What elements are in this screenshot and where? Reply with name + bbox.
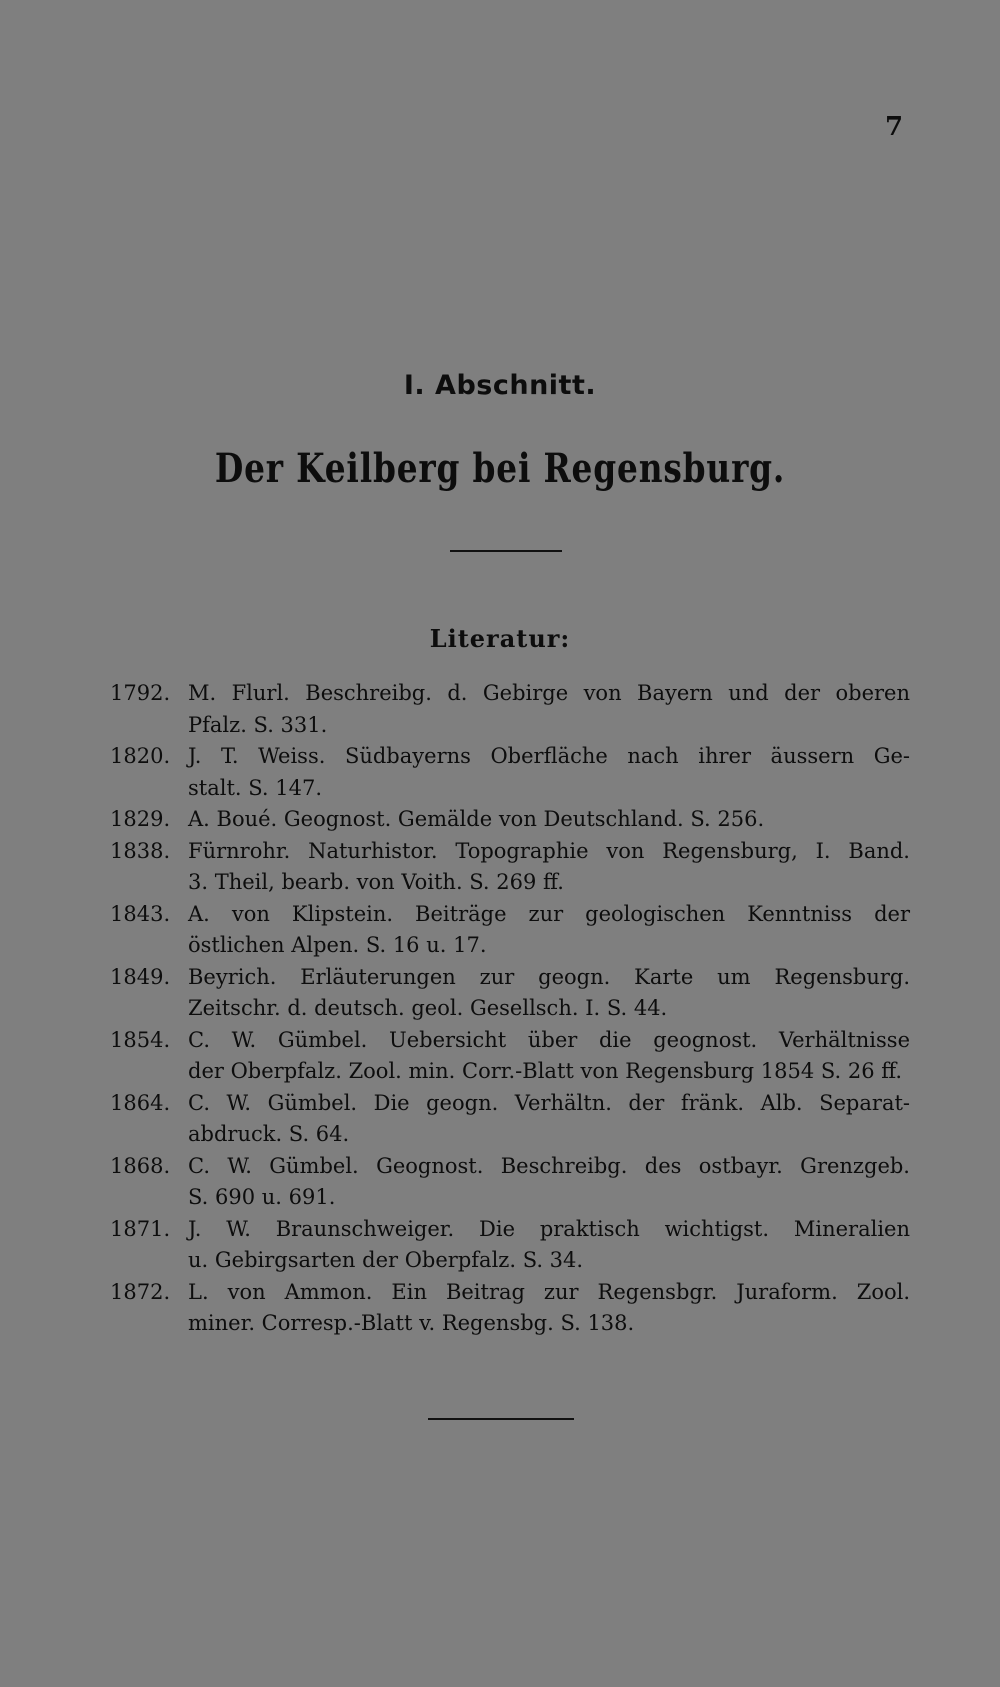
entry-text [188,836,910,899]
entry-year: 1838. [110,838,171,863]
bibliography-entry [110,804,910,836]
bibliography-entry [110,741,910,804]
entry-line: Zeitschr. d. deutsch. geol. Gesellsch. I. S. 44. [188,996,668,1020]
page-number: 7 [885,112,904,142]
bibliography-entry [110,1214,910,1277]
entry-text [188,1151,910,1214]
entry-year: 1820. [110,744,171,768]
entry-year: 1829. [110,807,171,831]
bibliography-entry [110,1277,910,1340]
entry-year: 1864. [110,1090,171,1115]
entry-line: A. von Klipstein. Beiträge zur geologischen Kenntniss der [188,901,910,926]
bibliography-list [110,678,910,1340]
entry-year: 1872. [110,1279,171,1304]
entry-line: Fürnrohr. Naturhistor. Topographie von Regensburg, I. Band. [188,838,910,863]
entry-year: 1854. [110,1027,171,1052]
bibliography-entry [110,899,910,962]
entry-text [188,678,910,741]
divider-bottom [428,1418,574,1420]
entry-line: stalt. S. 147. [188,775,322,800]
entry-line: abdruck. S. 64. [188,1122,350,1146]
entry-line: M. Flurl. Beschreibg. d. Gebirge von Bayern und der oberen [188,681,910,705]
entry-year: 1871. [110,1216,171,1241]
entry-year: 1792. [110,681,171,705]
entry-line: J. T. Weiss. Südbayerns Oberfläche nach ihrer äussern Ge- [188,744,910,768]
bibliography-entry [110,678,910,741]
entry-line: 3. Theil, bearb. von Voith. S. 269 ff. [188,870,564,894]
entry-line: der Oberpfalz. Zool. min. Corr.-Blatt von Regensburg 1854 S. 26 ff. [188,1059,903,1083]
bibliography-entry [110,962,910,1025]
entry-year: 1849. [110,964,171,989]
entry-line: C. W. Gümbel. Geognost. Beschreibg. des ostbayr. Grenzgeb. [188,1153,910,1178]
entry-line: Beyrich. Erläuterungen zur geogn. Karte um Regensburg. [188,964,910,989]
entry-line: S. 690 u. 691. [188,1185,336,1209]
bibliography-entry [110,1151,910,1214]
literature-heading: Literatur: [429,624,571,653]
entry-line: miner. Corresp.-Blatt v. Regensbg. S. 138. [188,1311,635,1335]
entry-text [188,899,910,962]
entry-text [188,1277,910,1340]
entry-line: J. W. Braunschweiger. Die praktisch wichtigst. Mineralien [188,1216,910,1241]
bibliography-entry [110,1025,910,1088]
entry-year: 1868. [110,1153,171,1178]
entry-line: C. W. Gümbel. Uebersicht über die geognost. Verhältnisse [188,1027,910,1052]
entry-text [188,962,910,1025]
entry-line: A. Boué. Geognost. Gemälde von Deutschland. S. 256. [188,807,765,831]
entry-text [188,1088,910,1151]
section-heading: I. Abschnitt. [403,370,597,401]
entry-line: Pfalz. S. 331. [188,712,328,737]
entry-text [188,1025,910,1088]
entry-text [188,804,910,836]
entry-text [188,1214,910,1277]
page-title: Der Keilberg bei Regensburg. [214,445,786,492]
entry-text [188,741,910,804]
entry-year: 1843. [110,901,171,926]
entry-line: u. Gebirgsarten der Oberpfalz. S. 34. [188,1248,584,1272]
bibliography-entry [110,1088,910,1151]
entry-line: C. W. Gümbel. Die geogn. Verhältn. der fränk. Alb. Separat- [188,1090,910,1115]
divider-top [450,550,562,552]
entry-line: östlichen Alpen. S. 16 u. 17. [188,933,487,957]
bibliography-entry [110,836,910,899]
entry-line: L. von Ammon. Ein Beitrag zur Regensbgr. Juraform. Zool. [188,1279,910,1304]
